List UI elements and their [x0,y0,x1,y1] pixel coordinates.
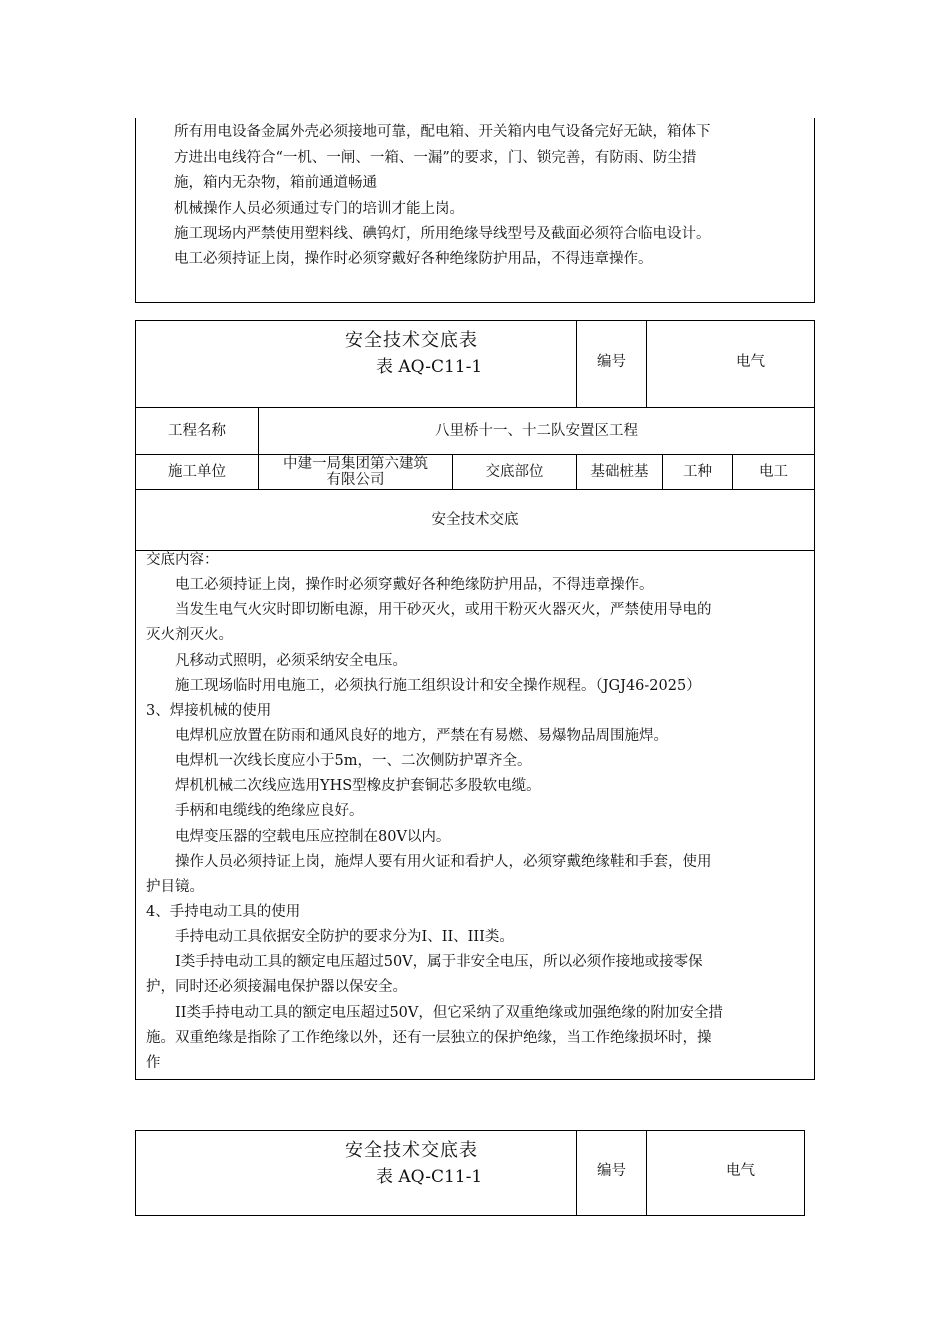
form2-number-label: 编号 [597,1162,626,1179]
content-heading: 3、焊接机械的使用 [146,703,272,719]
content-line: 手柄和电缆线的绝缘应良好。 [175,803,364,819]
form2-title-cell [136,1131,577,1215]
safety-form-2 [135,1130,805,1216]
unit-label-cell [136,455,259,489]
content-heading: 4、手持电动工具的使用 [146,904,301,920]
unit-value-line-2: 有限公司 [326,472,385,488]
part-label: 交底部位 [485,463,544,480]
content-line: 电焊变压器的空载电压应控制在80V以内。 [175,829,451,845]
top-content-block [135,118,815,303]
top-line-1: 所有用电设备金属外壳必须接地可靠，配电箱、开关箱内电气设备完好无缺，箱体下 [174,124,711,140]
content-line: I类手持电动工具的额定电压超过50V，属于非安全电压，所以必须作接地或接零保 [175,954,703,970]
part-value: 基础桩基 [590,463,649,480]
content-label: 交底内容： [146,552,219,568]
content-line: 焊机机械二次线应选用YHS型橡皮护套铜芯多股软电缆。 [175,778,541,794]
form2-number-label-cell [577,1131,647,1215]
content-line: 手持电动工具依据安全防护的要求分为I、II、III类。 [175,929,514,945]
top-line-2: 方进出电线符合“一机、一闸、一箱、一漏”的要求，门、锁完善，有防雨、防尘措 [174,150,697,166]
top-line-4: 机械操作人员必须通过专门的培训才能上岗。 [174,201,464,217]
project-value: 八里桥十一、十二队安置区工程 [435,422,638,439]
content-line: 灭火剂灭火。 [146,627,233,643]
content-line: 护目镜。 [146,879,204,895]
content-line: 凡移动式照明，必须采纳安全电压。 [175,653,407,669]
number-value: 电气 [736,353,765,370]
unit-value-line-1: 中建一局集团第六建筑 [283,456,428,472]
content-line: 作 [146,1055,161,1071]
unit-value-cell [259,455,453,489]
content-line: 护，同时还必须接漏电保护器以保安全。 [146,979,407,995]
trade-value-cell [733,455,814,489]
content-line: 电焊机一次线长度应小于5m，一、二次侧防护罩齐全。 [175,753,532,769]
number-label: 编号 [597,353,626,370]
content-line: 电焊机应放置在防雨和通风良好的地方，严禁在有易燃、易爆物品周围施焊。 [175,728,668,744]
form-title: 安全技术交底表 [345,330,478,351]
project-value-cell [259,408,814,454]
form2-title: 安全技术交底表 [345,1140,478,1161]
top-line-6: 电工必须持证上岗，操作时必须穿戴好各种绝缘防护用品，不得违章操作。 [174,251,653,267]
content-line: 电工必须持证上岗，操作时必须穿戴好各种绝缘防护用品，不得违章操作。 [175,577,654,593]
trade-value: 电工 [759,463,788,480]
content-line: 施。双重绝缘是指除了工作绝缘以外，还有一层独立的保护绝缘，当工作绝缘损坏时，操 [146,1030,712,1046]
trade-label-cell [663,455,733,489]
project-label-cell [136,408,259,454]
safety-form [135,320,815,1080]
number-label-cell [577,321,647,407]
form2-number-value-cell [647,1131,804,1215]
project-label: 工程名称 [168,422,226,439]
form-title-cell [136,321,577,407]
top-line-3: 施，箱内无杂物，箱前通道畅通 [174,175,377,191]
form-code: 表 AQ-C11-1 [376,357,483,377]
form2-code: 表 AQ-C11-1 [376,1167,483,1187]
part-value-cell [577,455,663,489]
trade-label: 工种 [683,463,712,480]
content-line: II类手持电动工具的额定电压超过50V，但它采纳了双重绝缘或加强绝缘的附加安全措 [175,1005,723,1021]
part-label-cell [453,455,577,489]
unit-label: 施工单位 [168,463,226,480]
section-title: 安全技术交底 [431,511,519,528]
content-line: 当发生电气火灾时即切断电源，用干砂灭火，或用干粉灭火器灭火，严禁使用导电的 [175,602,712,618]
number-value-cell [647,321,814,407]
content-line: 操作人员必须持证上岗，施焊人要有用火证和看护人，必须穿戴绝缘鞋和手套，使用 [175,854,712,870]
section-title-cell [136,490,814,550]
content-line: 施工现场临时用电施工，必须执行施工组织设计和安全操作规程。（JGJ46-2025） [175,678,701,694]
top-line-5: 施工现场内严禁使用塑料线、碘钨灯，所用绝缘导线型号及截面必须符合临电设计。 [174,226,711,242]
form2-number-value: 电气 [726,1162,755,1179]
